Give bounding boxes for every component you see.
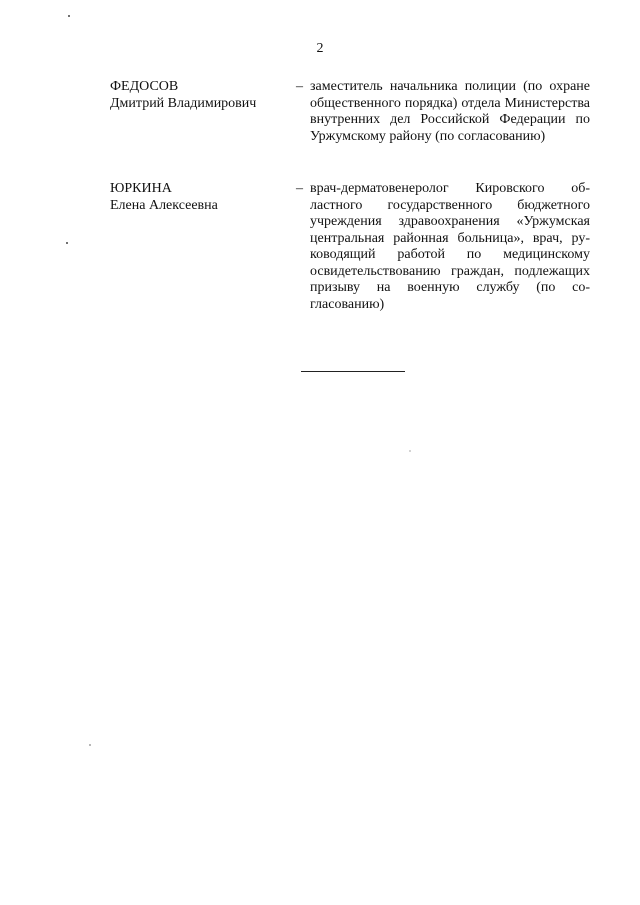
scan-speck (409, 450, 411, 452)
closing-rule (301, 371, 405, 372)
page-number: 2 (316, 41, 324, 56)
member-name (110, 181, 300, 214)
scan-speck (68, 15, 70, 17)
member-description: заместитель начальника полиции (по охране общественного порядка) отдела Министерства внутренних дел Российской Федерации по Уржумскому району (по согласованию) (310, 79, 590, 144)
entry-dash: – (296, 79, 303, 94)
member-given-names: Дмитрий Владимирович (110, 95, 257, 111)
member-surname: ЮРКИНА (110, 181, 172, 196)
member-surname: ФЕДОСОВ (110, 79, 179, 94)
member-given-names: Елена Алексеевна (110, 197, 218, 213)
scan-speck (66, 242, 68, 244)
member-name (110, 79, 300, 112)
member-description: врач-дерматовенеролог Кировского областного государственного бюджетного учреждения здравоохранения «Уржумская центральная районная больница», врач, руководящий работой по медицинскому освидетельствованию граждан, подлежащих призыву на военную службу (по согласованию) (310, 181, 590, 312)
scan-speck (89, 744, 91, 746)
entry-dash: – (296, 181, 303, 196)
